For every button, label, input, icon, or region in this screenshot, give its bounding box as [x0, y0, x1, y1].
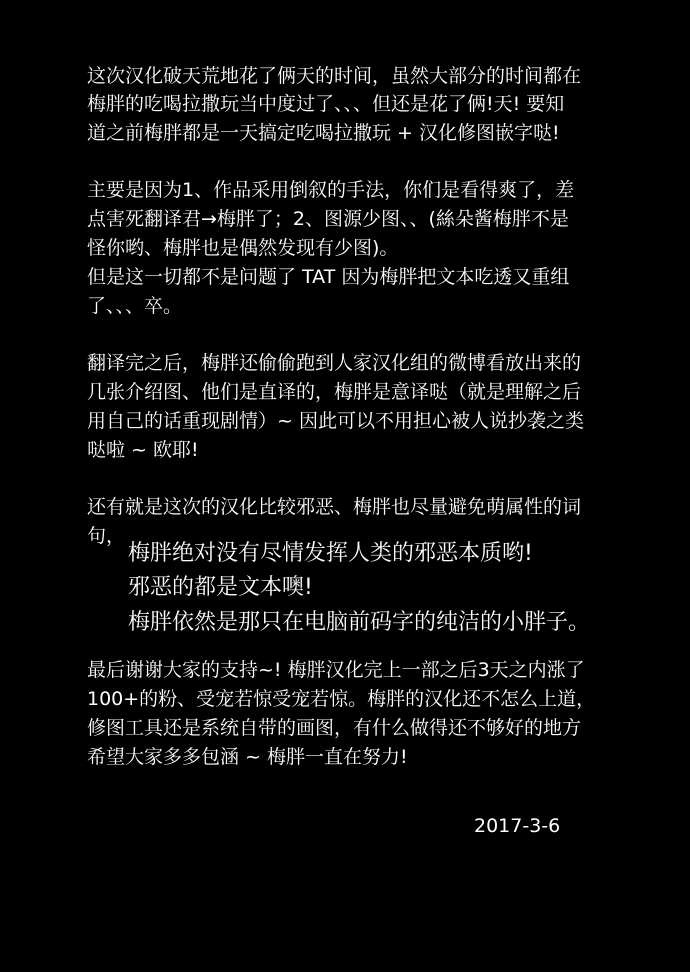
text-line: 这次汉化破天荒地花了俩天的时间，虽然大部分的时间都在	[87, 65, 582, 87]
emphasis-line: 梅胖绝对没有尽情发挥人类的邪恶本质哟!	[128, 541, 533, 566]
emphasis-line: 邪恶的都是文本噢!	[128, 575, 313, 600]
text-line: 了、、、卒。	[87, 295, 183, 317]
text-line: 道之前梅胖都是一天搞定吃喝拉撒玩 + 汉化修图嵌字哒!	[87, 122, 560, 144]
text-line: 最后谢谢大家的支持~! 梅胖汉化完上一部之后3天之内涨了	[87, 659, 585, 681]
text-line: 几张介绍图、他们是直译的，梅胖是意译哒（就是理解之后	[87, 381, 582, 403]
text-line: 主要是因为1、作品采用倒叙的手法，你们是看得爽了，差	[87, 179, 575, 201]
text-line: 梅胖的吃喝拉撒玩当中度过了、、、但还是花了俩!天! 要知	[87, 93, 565, 115]
text-line: 用自己的话重现剧情）~ 因此可以不用担心被人说抄袭之类	[87, 410, 584, 432]
text-line: 希望大家多多包涵 ~ 梅胖一直在努力!	[87, 746, 408, 768]
text-line: 100+的粉、受宠若惊受宠若惊。梅胖的汉化还不怎么上道，	[87, 688, 596, 710]
emphasis-line: 梅胖依然是那只在电脑前码字的纯洁的小胖子。	[128, 610, 591, 635]
text-line: 点害死翻译君→梅胖了；2、图源少图、、(絲朵酱梅胖不是	[87, 208, 569, 230]
text-line: 还有就是这次的汉化比较邪恶、梅胖也尽量避免萌属性的词	[87, 496, 582, 518]
text-line: 翻译完之后，梅胖还偷偷跑到人家汉化组的微博看放出来的	[87, 352, 582, 374]
date-stamp: 2017-3-6	[474, 815, 561, 837]
text-line: 哒啦 ~ 欧耶!	[87, 439, 199, 461]
text-line: 怪你哟、梅胖也是偶然发现有少图)。	[87, 237, 399, 259]
text-line: 但是这一切都不是问题了 TAT 因为梅胖把文本吃透又重组	[87, 266, 570, 288]
text-line: 句，	[87, 525, 126, 547]
text-line: 修图工具还是系统自带的画图，有什么做得还不够好的地方	[87, 717, 582, 739]
